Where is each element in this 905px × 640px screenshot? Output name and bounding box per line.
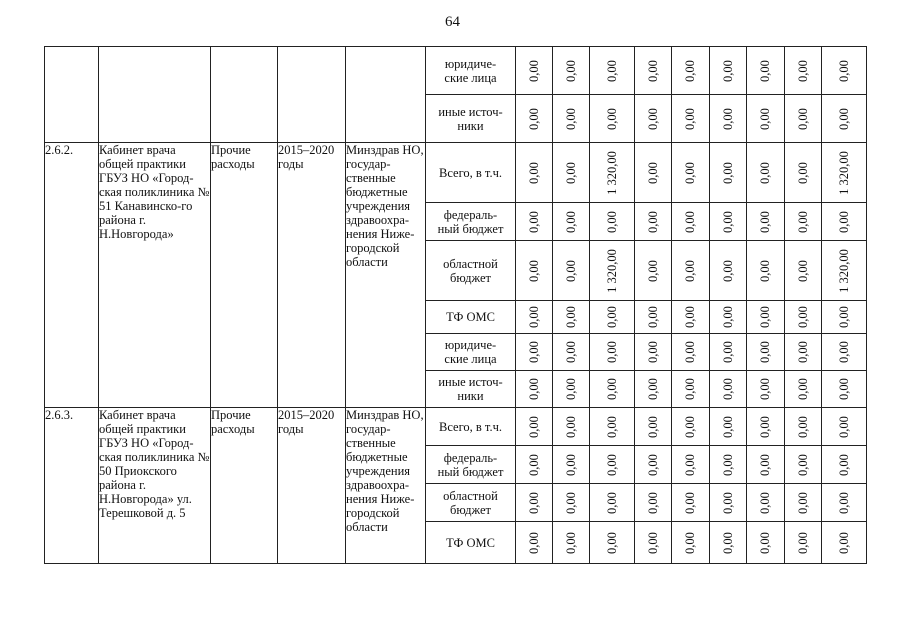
- item-executor: Минздрав НО, государ-ственные бюджетные учреждения здравоохра-нения Ниже-городской области: [346, 143, 426, 408]
- amount-cell: [746, 143, 784, 203]
- amount-value: 0,00: [795, 415, 810, 438]
- amount-cell: [746, 408, 784, 446]
- funding-source-label: Всего, в т.ч.: [439, 419, 502, 434]
- amount-cell: [784, 95, 821, 143]
- amount-cell: [590, 484, 635, 522]
- amount-value: 0,00: [720, 161, 735, 184]
- amount-value: 0,00: [683, 453, 698, 476]
- amount-cell: [709, 371, 746, 408]
- item-expense-type: [211, 47, 278, 143]
- amount-cell: [671, 301, 709, 334]
- amount-value: 0,00: [683, 415, 698, 438]
- amount-value: 0,00: [527, 259, 541, 282]
- amount-cell: [821, 408, 866, 446]
- funding-source-label: ТФ ОМС: [446, 310, 495, 324]
- amount-value: 0,00: [564, 491, 578, 514]
- amount-cell: [590, 446, 635, 484]
- amount-cell: [746, 95, 784, 143]
- item-expense-type: Прочие расходы: [211, 143, 278, 408]
- amount-value: 0,00: [564, 107, 578, 130]
- amount-value: 0,00: [527, 531, 541, 554]
- amount-cell: [746, 334, 784, 371]
- amount-cell: [634, 522, 671, 564]
- amount-value: 0,00: [683, 491, 698, 514]
- amount-value: 0,00: [720, 341, 735, 363]
- amount-cell: [590, 301, 635, 334]
- amount-cell: [634, 301, 671, 334]
- amount-value: 0,00: [527, 161, 541, 184]
- amount-value: 1 320,00: [836, 248, 851, 293]
- amount-value: 0,00: [527, 306, 541, 328]
- amount-cell: [784, 47, 821, 95]
- amount-cell: [821, 241, 866, 301]
- amount-cell: [821, 47, 866, 95]
- amount-value: 0,00: [836, 210, 851, 233]
- amount-cell: [634, 334, 671, 371]
- amount-value: 0,00: [836, 415, 851, 438]
- amount-value: 0,00: [645, 210, 660, 233]
- funding-source-label: федераль- ный бюджет: [437, 450, 504, 479]
- amount-cell: [709, 334, 746, 371]
- amount-value: 0,00: [836, 491, 851, 514]
- item-code: [45, 47, 99, 143]
- amount-value: 0,00: [683, 531, 698, 554]
- item-executor: [346, 47, 426, 143]
- amount-value: 0,00: [604, 341, 619, 363]
- amount-value: 0,00: [683, 306, 698, 328]
- amount-cell: [553, 446, 590, 484]
- amount-cell: [746, 371, 784, 408]
- amount-cell: [784, 143, 821, 203]
- amount-value: 0,00: [683, 378, 698, 400]
- amount-value: 0,00: [683, 210, 698, 233]
- amount-value: 1 320,00: [604, 150, 619, 195]
- amount-value: 0,00: [604, 306, 619, 328]
- amount-cell: [784, 301, 821, 334]
- amount-value: 0,00: [527, 210, 541, 233]
- amount-value: 0,00: [683, 161, 698, 184]
- table-row: [45, 143, 867, 203]
- amount-value: 0,00: [758, 491, 773, 514]
- amount-cell: [516, 484, 553, 522]
- item-period: 2015–2020 годы: [278, 143, 346, 408]
- funding-source-label: иные источ- ники: [438, 104, 503, 133]
- amount-cell: [784, 408, 821, 446]
- amount-cell: [821, 143, 866, 203]
- funding-source-label: юридиче- ские лица: [444, 56, 497, 85]
- amount-cell: [709, 143, 746, 203]
- amount-value: 0,00: [604, 415, 619, 438]
- amount-value: 0,00: [836, 453, 851, 476]
- amount-value: 0,00: [604, 531, 619, 554]
- amount-value: 0,00: [720, 415, 735, 438]
- amount-value: 0,00: [645, 107, 660, 130]
- amount-value: 0,00: [683, 59, 698, 82]
- amount-cell: [516, 334, 553, 371]
- funding-source: [426, 334, 516, 371]
- amount-cell: [671, 47, 709, 95]
- amount-value: 0,00: [527, 107, 541, 130]
- amount-cell: [590, 95, 635, 143]
- amount-value: 0,00: [720, 107, 735, 130]
- funding-source: [426, 484, 516, 522]
- funding-source: [426, 203, 516, 241]
- amount-cell: [553, 334, 590, 371]
- funding-source: [426, 522, 516, 564]
- amount-cell: [590, 143, 635, 203]
- amount-cell: [553, 47, 590, 95]
- amount-cell: [671, 371, 709, 408]
- amount-value: 0,00: [564, 415, 578, 438]
- amount-cell: [516, 143, 553, 203]
- amount-value: 0,00: [720, 491, 735, 514]
- amount-cell: [516, 47, 553, 95]
- amount-cell: [590, 47, 635, 95]
- amount-cell: [821, 446, 866, 484]
- amount-value: 0,00: [720, 378, 735, 400]
- amount-cell: [590, 371, 635, 408]
- funding-source-label: областной бюджет: [443, 256, 498, 285]
- amount-cell: [634, 241, 671, 301]
- amount-value: 0,00: [527, 341, 541, 363]
- item-code: 2.6.3.: [45, 408, 99, 564]
- amount-value: 0,00: [795, 341, 810, 363]
- amount-cell: [516, 522, 553, 564]
- amount-cell: [634, 95, 671, 143]
- amount-value: 0,00: [645, 491, 660, 514]
- amount-cell: [784, 446, 821, 484]
- item-name: Кабинет врача общей практики ГБУЗ НО «Город-ская поликлиника № 51 Канавинско-го района г. Н.Новгорода»: [99, 143, 211, 408]
- amount-cell: [671, 446, 709, 484]
- amount-value: 0,00: [604, 59, 619, 82]
- amount-cell: [634, 203, 671, 241]
- funding-source: [426, 446, 516, 484]
- item-executor: Минздрав НО, государ-ственные бюджетные учреждения здравоохра-нения Ниже-городской области: [346, 408, 426, 564]
- amount-cell: [821, 484, 866, 522]
- amount-value: 1 320,00: [836, 150, 851, 195]
- amount-value: 0,00: [836, 306, 851, 328]
- item-period: 2015–2020 годы: [278, 408, 346, 564]
- amount-cell: [671, 484, 709, 522]
- amount-cell: [671, 241, 709, 301]
- amount-cell: [746, 203, 784, 241]
- amount-value: 0,00: [645, 341, 660, 363]
- amount-cell: [671, 408, 709, 446]
- table-row: [45, 47, 867, 95]
- amount-value: 0,00: [720, 306, 735, 328]
- amount-cell: [634, 47, 671, 95]
- amount-cell: [821, 334, 866, 371]
- amount-value: 0,00: [758, 107, 773, 130]
- amount-value: 0,00: [604, 453, 619, 476]
- amount-value: 0,00: [645, 531, 660, 554]
- amount-value: 0,00: [683, 259, 698, 282]
- amount-value: 0,00: [795, 453, 810, 476]
- amount-value: 0,00: [758, 59, 773, 82]
- amount-cell: [590, 408, 635, 446]
- amount-value: 0,00: [645, 161, 660, 184]
- amount-value: 0,00: [836, 378, 851, 400]
- amount-cell: [746, 446, 784, 484]
- amount-value: 0,00: [758, 306, 773, 328]
- amount-value: 0,00: [795, 107, 810, 130]
- amount-value: 0,00: [795, 161, 810, 184]
- budget-table: [44, 46, 867, 564]
- amount-value: 0,00: [564, 341, 578, 363]
- amount-cell: [553, 522, 590, 564]
- amount-cell: [553, 143, 590, 203]
- amount-cell: [746, 301, 784, 334]
- amount-value: 0,00: [836, 59, 851, 82]
- amount-value: 0,00: [564, 453, 578, 476]
- amount-cell: [671, 334, 709, 371]
- amount-value: 0,00: [758, 378, 773, 400]
- amount-cell: [671, 203, 709, 241]
- amount-value: 0,00: [836, 531, 851, 554]
- amount-cell: [516, 301, 553, 334]
- funding-source: [426, 241, 516, 301]
- funding-source-label: юридиче- ские лица: [444, 338, 497, 366]
- amount-value: 0,00: [836, 341, 851, 363]
- amount-value: 0,00: [604, 491, 619, 514]
- amount-value: 0,00: [795, 531, 810, 554]
- amount-cell: [746, 522, 784, 564]
- amount-cell: [590, 334, 635, 371]
- amount-value: 0,00: [564, 306, 578, 328]
- amount-value: 0,00: [564, 59, 578, 82]
- amount-value: 0,00: [604, 210, 619, 233]
- amount-value: 1 320,00: [604, 248, 619, 293]
- amount-value: 0,00: [527, 453, 541, 476]
- amount-cell: [821, 371, 866, 408]
- amount-cell: [516, 241, 553, 301]
- amount-cell: [784, 203, 821, 241]
- amount-value: 0,00: [795, 210, 810, 233]
- amount-cell: [784, 484, 821, 522]
- amount-value: 0,00: [795, 491, 810, 514]
- amount-cell: [553, 484, 590, 522]
- amount-value: 0,00: [720, 453, 735, 476]
- amount-cell: [709, 446, 746, 484]
- amount-value: 0,00: [758, 161, 773, 184]
- amount-cell: [553, 301, 590, 334]
- amount-value: 0,00: [836, 107, 851, 130]
- amount-value: 0,00: [527, 378, 541, 400]
- amount-value: 0,00: [683, 107, 698, 130]
- amount-value: 0,00: [564, 210, 578, 233]
- amount-value: 0,00: [758, 210, 773, 233]
- page-number: 64: [445, 14, 460, 30]
- amount-cell: [634, 371, 671, 408]
- funding-source: [426, 95, 516, 143]
- amount-cell: [709, 522, 746, 564]
- amount-value: 0,00: [527, 491, 541, 514]
- amount-value: 0,00: [720, 531, 735, 554]
- amount-cell: [634, 446, 671, 484]
- amount-value: 0,00: [720, 59, 735, 82]
- amount-cell: [784, 241, 821, 301]
- amount-value: 0,00: [795, 59, 810, 82]
- funding-source: [426, 371, 516, 408]
- amount-value: 0,00: [720, 210, 735, 233]
- amount-cell: [784, 522, 821, 564]
- amount-value: 0,00: [564, 161, 578, 184]
- amount-value: 0,00: [645, 59, 660, 82]
- amount-cell: [634, 484, 671, 522]
- amount-cell: [516, 95, 553, 143]
- amount-cell: [516, 203, 553, 241]
- funding-source-label: иные источ- ники: [438, 375, 503, 403]
- amount-cell: [821, 301, 866, 334]
- amount-value: 0,00: [645, 453, 660, 476]
- amount-value: 0,00: [795, 259, 810, 282]
- funding-source-label: Всего, в т.ч.: [439, 165, 502, 180]
- amount-cell: [709, 241, 746, 301]
- amount-cell: [634, 143, 671, 203]
- amount-cell: [709, 95, 746, 143]
- amount-value: 0,00: [564, 259, 578, 282]
- amount-cell: [553, 95, 590, 143]
- amount-cell: [553, 203, 590, 241]
- amount-value: 0,00: [683, 341, 698, 363]
- table-row: [45, 408, 867, 446]
- amount-value: 0,00: [758, 415, 773, 438]
- amount-cell: [746, 241, 784, 301]
- amount-value: 0,00: [564, 378, 578, 400]
- amount-value: 0,00: [795, 378, 810, 400]
- amount-value: 0,00: [758, 453, 773, 476]
- amount-cell: [784, 334, 821, 371]
- amount-cell: [671, 522, 709, 564]
- amount-value: 0,00: [645, 306, 660, 328]
- amount-cell: [553, 241, 590, 301]
- amount-value: 0,00: [564, 531, 578, 554]
- amount-cell: [516, 408, 553, 446]
- amount-value: 0,00: [604, 378, 619, 400]
- item-expense-type: Прочие расходы: [211, 408, 278, 564]
- funding-source-label: федераль- ный бюджет: [437, 207, 504, 236]
- amount-cell: [746, 47, 784, 95]
- amount-value: 0,00: [527, 415, 541, 438]
- item-code: 2.6.2.: [45, 143, 99, 408]
- amount-cell: [746, 484, 784, 522]
- item-period: [278, 47, 346, 143]
- amount-cell: [784, 371, 821, 408]
- amount-cell: [516, 446, 553, 484]
- funding-source-label: ТФ ОМС: [446, 535, 495, 550]
- item-name: Кабинет врача общей практики ГБУЗ НО «Город-ская поликлиника № 50 Приокского района г. Н.Новгорода» ул. Терешковой д. 5: [99, 408, 211, 564]
- amount-cell: [553, 408, 590, 446]
- amount-value: 0,00: [645, 378, 660, 400]
- funding-source: [426, 47, 516, 95]
- funding-source: [426, 408, 516, 446]
- funding-source: [426, 143, 516, 203]
- amount-cell: [634, 408, 671, 446]
- amount-value: 0,00: [758, 531, 773, 554]
- amount-value: 0,00: [758, 341, 773, 363]
- amount-value: 0,00: [720, 259, 735, 282]
- item-name: [99, 47, 211, 143]
- amount-value: 0,00: [604, 107, 619, 130]
- amount-cell: [516, 371, 553, 408]
- amount-value: 0,00: [645, 259, 660, 282]
- amount-cell: [590, 203, 635, 241]
- amount-cell: [709, 484, 746, 522]
- amount-value: 0,00: [645, 415, 660, 438]
- amount-value: 0,00: [527, 59, 541, 82]
- amount-cell: [553, 371, 590, 408]
- amount-cell: [709, 203, 746, 241]
- funding-source: [426, 301, 516, 334]
- funding-source-label: областной бюджет: [443, 488, 498, 517]
- amount-cell: [709, 408, 746, 446]
- amount-value: 0,00: [795, 306, 810, 328]
- amount-cell: [821, 203, 866, 241]
- amount-cell: [671, 95, 709, 143]
- amount-value: 0,00: [758, 259, 773, 282]
- amount-cell: [709, 47, 746, 95]
- amount-cell: [590, 241, 635, 301]
- amount-cell: [709, 301, 746, 334]
- amount-cell: [590, 522, 635, 564]
- amount-cell: [821, 522, 866, 564]
- amount-cell: [821, 95, 866, 143]
- amount-cell: [671, 143, 709, 203]
